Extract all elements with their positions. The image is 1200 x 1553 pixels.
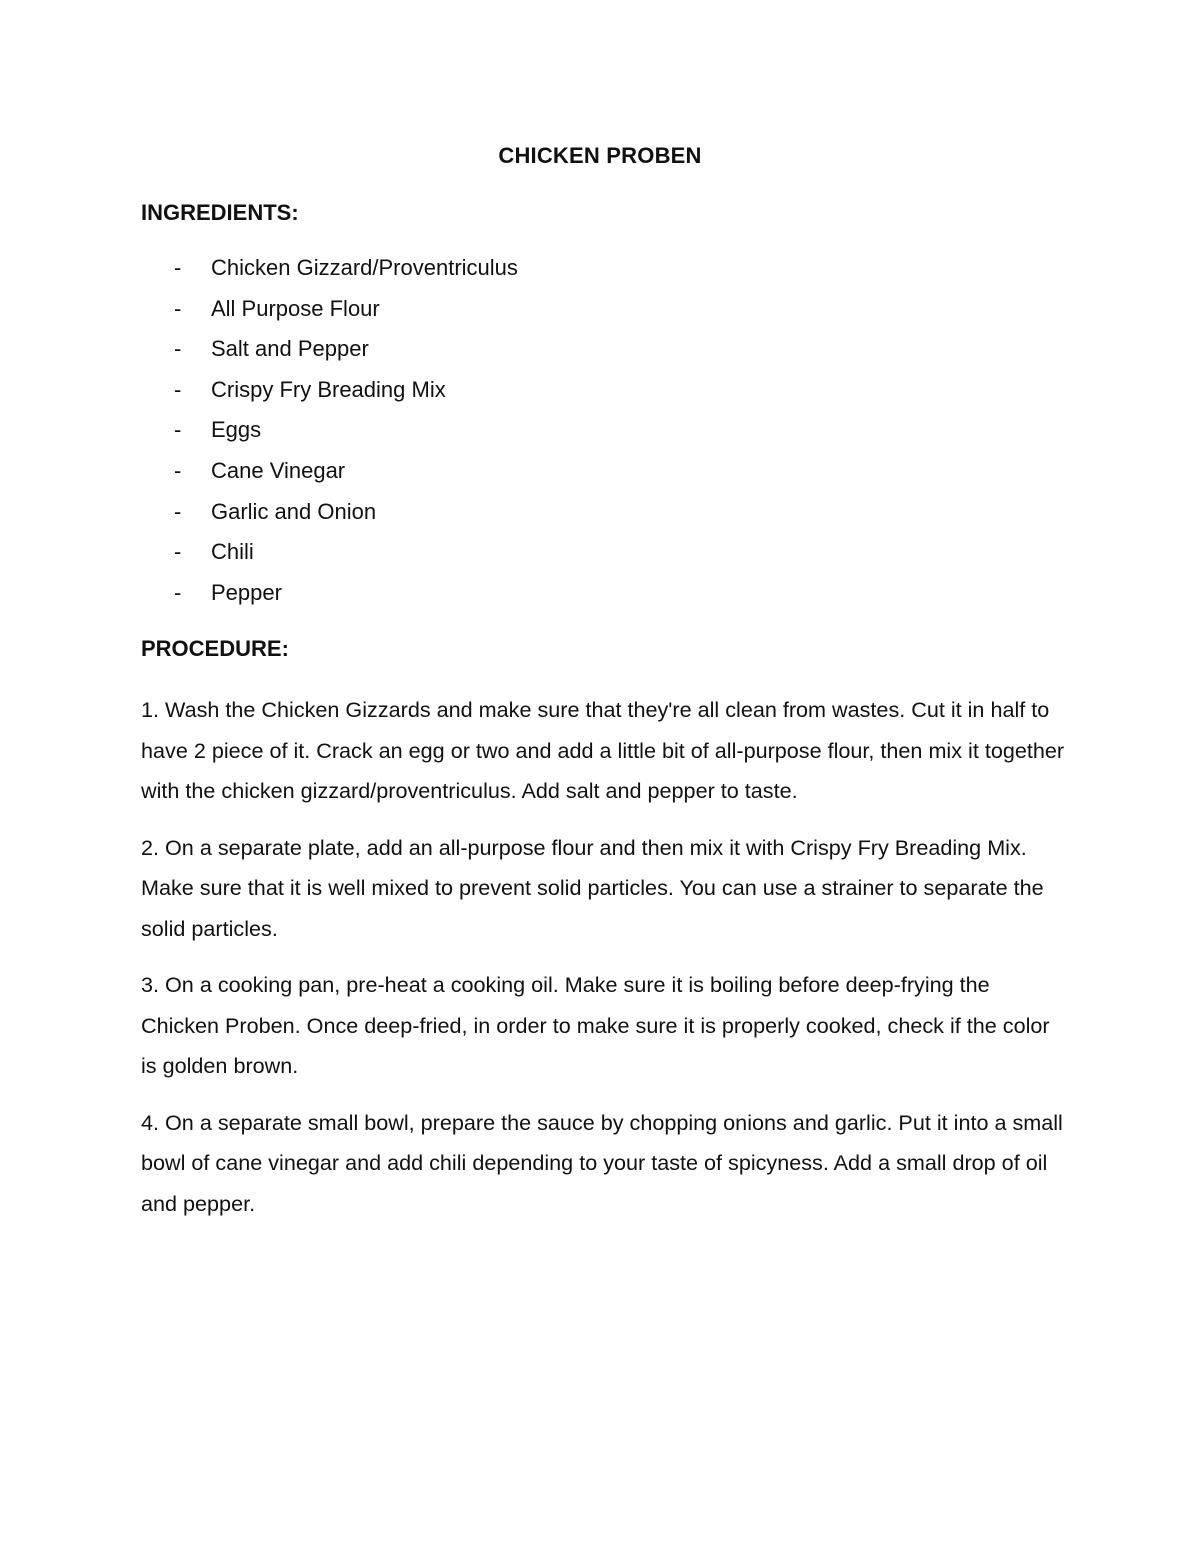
ingredient-text: Eggs [211, 417, 262, 443]
ingredients-heading: INGREDIENTS: [141, 200, 299, 225]
procedure-step-4: 4. On a separate small bowl, prepare the sauce by chopping onions and garlic. Put it into a small bowl of cane vinegar and add chili depending to your taste of spicyness. Add a small drop of oil and pepper. [141, 1109, 1063, 1216]
ingredient-text: Cane Vinegar [211, 457, 346, 483]
ingredient-text: Crispy Fry Breading Mix [211, 376, 446, 402]
ingredient-text: Chili [211, 539, 254, 565]
list-bullet: - [174, 376, 182, 402]
list-bullet: - [174, 336, 182, 362]
page-title: CHICKEN PROBEN [498, 143, 702, 168]
ingredient-text: All Purpose Flour [211, 295, 380, 321]
list-bullet: - [174, 295, 182, 321]
procedure-steps [141, 690, 1066, 1240]
list-bullet: - [174, 417, 182, 443]
ingredient-text: Salt and Pepper [211, 336, 369, 362]
list-bullet: - [174, 579, 182, 605]
list-bullet: - [174, 498, 182, 524]
procedure-step-3: 3. On a cooking pan, pre-heat a cooking oil. Make sure it is boiling before deep-frying the Chicken Proben. Once deep-fried, in order to make sure it is properly cooked, check if the color is golden brown. [141, 972, 1050, 1078]
ingredient-text: Garlic and Onion [211, 498, 377, 524]
list-bullet: - [174, 457, 182, 483]
ingredient-text: Chicken Gizzard/Proventriculus [211, 255, 518, 280]
ingredient-text: Pepper [211, 579, 282, 605]
list-bullet: - [174, 255, 182, 280]
procedure-step-1: 1. Wash the Chicken Gizzards and make sure that they're all clean from wastes. Cut it in half to have 2 piece of it. Crack an egg or two and add a little bit of all-purpose flour, then mix it together with the chicken gizzard/proventriculus. Add salt and pepper to taste. [141, 697, 1065, 803]
procedure-step-2: 2. On a separate plate, add an all-purpose flour and then mix it with Crispy Fry Breading Mix. Make sure that it is well mixed to prevent solid particles. You can use a strainer to separate the solid particles. [141, 834, 1044, 941]
procedure-heading: PROCEDURE: [141, 636, 289, 661]
list-bullet: - [174, 539, 182, 565]
